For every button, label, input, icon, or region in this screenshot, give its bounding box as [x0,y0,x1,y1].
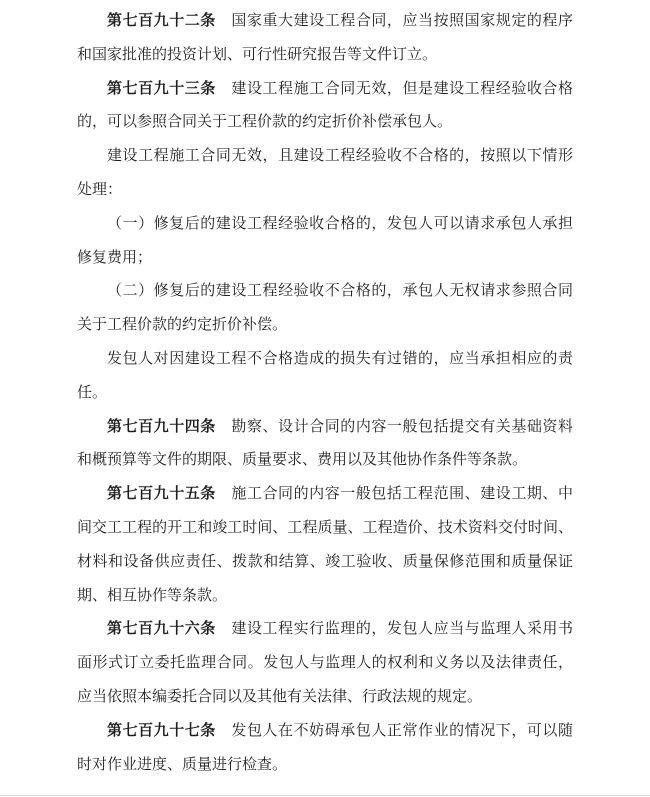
text-segment: 勘察、设计合同的内容一般包括提交有关基础资料 [215,418,573,435]
paragraph [77,208,573,276]
text-segment: 建设工程施工合同无效，但是建设工程经验收合格 [215,80,573,97]
text-segment: 的，可以参照合同关于工程价款的约定折价补偿承包人。 [77,114,453,131]
text-line [77,73,573,107]
article-number: 第七百九十三条 [107,80,216,97]
text-line [77,140,573,174]
text-line [77,377,573,411]
text-line [77,309,573,343]
text-line [77,106,573,140]
paragraph [77,73,573,141]
text-segment: 发包人在不妨碍承包人正常作业的情况下，可以随 [215,722,573,739]
text-segment: 期、相互协作等条款。 [77,587,228,604]
text-line [77,5,573,39]
text-line [77,343,573,377]
text-line [77,444,573,478]
text-line [77,715,573,749]
text-segment: （一）修复后的建设工程经验收合格的，发包人可以请求承包人承担 [107,215,573,232]
text-line [77,242,573,276]
paragraph [77,478,573,613]
text-segment: 时对作业进度、质量进行检查。 [77,756,288,773]
text-line [77,478,573,512]
paragraph [77,140,573,208]
paragraph [77,5,573,73]
text-line [77,208,573,242]
page-bottom-edge [0,795,650,796]
text-line [77,275,573,309]
article-number: 第七百九十六条 [107,621,216,638]
text-line [77,546,573,580]
text-line [77,681,573,715]
paragraph [77,715,573,783]
text-line [77,647,573,681]
text-segment: 修复费用； [77,249,153,266]
text-line [77,749,573,783]
text-segment: 建设工程实行监理的，发包人应当与监理人采用书 [215,621,573,638]
article-number: 第七百九十四条 [107,418,216,435]
text-line [77,411,573,445]
text-segment: 发包人对因建设工程不合格造成的损失有过错的，应当承担相应的责 [107,350,573,367]
text-segment: 建设工程施工合同无效，且建设工程经验收不合格的，按照以下情形 [107,148,573,165]
text-segment: 应当依照本编委托合同以及其他有关法律、行政法规的规定。 [77,688,483,705]
article-number: 第七百九十五条 [107,486,216,503]
text-line [77,39,573,73]
text-segment: 施工合同的内容一般包括工程范围、建设工期、中 [215,486,573,503]
text-segment: 任。 [77,384,108,401]
text-segment: 材料和设备供应责任、拨款和结算、竣工验收、质量保修范围和质量保证 [77,553,573,570]
article-number: 第七百九十七条 [107,722,216,739]
text-segment: （二）修复后的建设工程经验收不合格的，承包人无权请求参照合同 [107,283,573,300]
document-body [77,5,573,782]
text-segment: 处理： [77,181,123,198]
text-line [77,613,573,647]
text-segment: 面形式订立委托监理合同。发包人与监理人的权利和义务以及法律责任， [77,655,573,672]
paragraph [77,411,573,479]
text-line [77,512,573,546]
text-line [77,580,573,614]
text-segment: 和国家批准的投资计划、可行性研究报告等文件订立。 [77,46,438,63]
text-segment: 和概预算等文件的期限、质量要求、费用以及其他协作条件等条款。 [77,452,528,469]
paragraph [77,275,573,343]
text-segment: 间交工工程的开工和竣工时间、工程质量、工程造价、技术资料交付时间、 [77,519,573,536]
text-line [77,174,573,208]
text-segment: 国家重大建设工程合同，应当按照国家规定的程序 [215,13,573,29]
text-segment: 关于工程价款的约定折价补偿。 [77,317,288,334]
article-number: 第七百九十二条 [107,13,216,29]
paragraph [77,343,573,411]
paragraph [77,613,573,714]
